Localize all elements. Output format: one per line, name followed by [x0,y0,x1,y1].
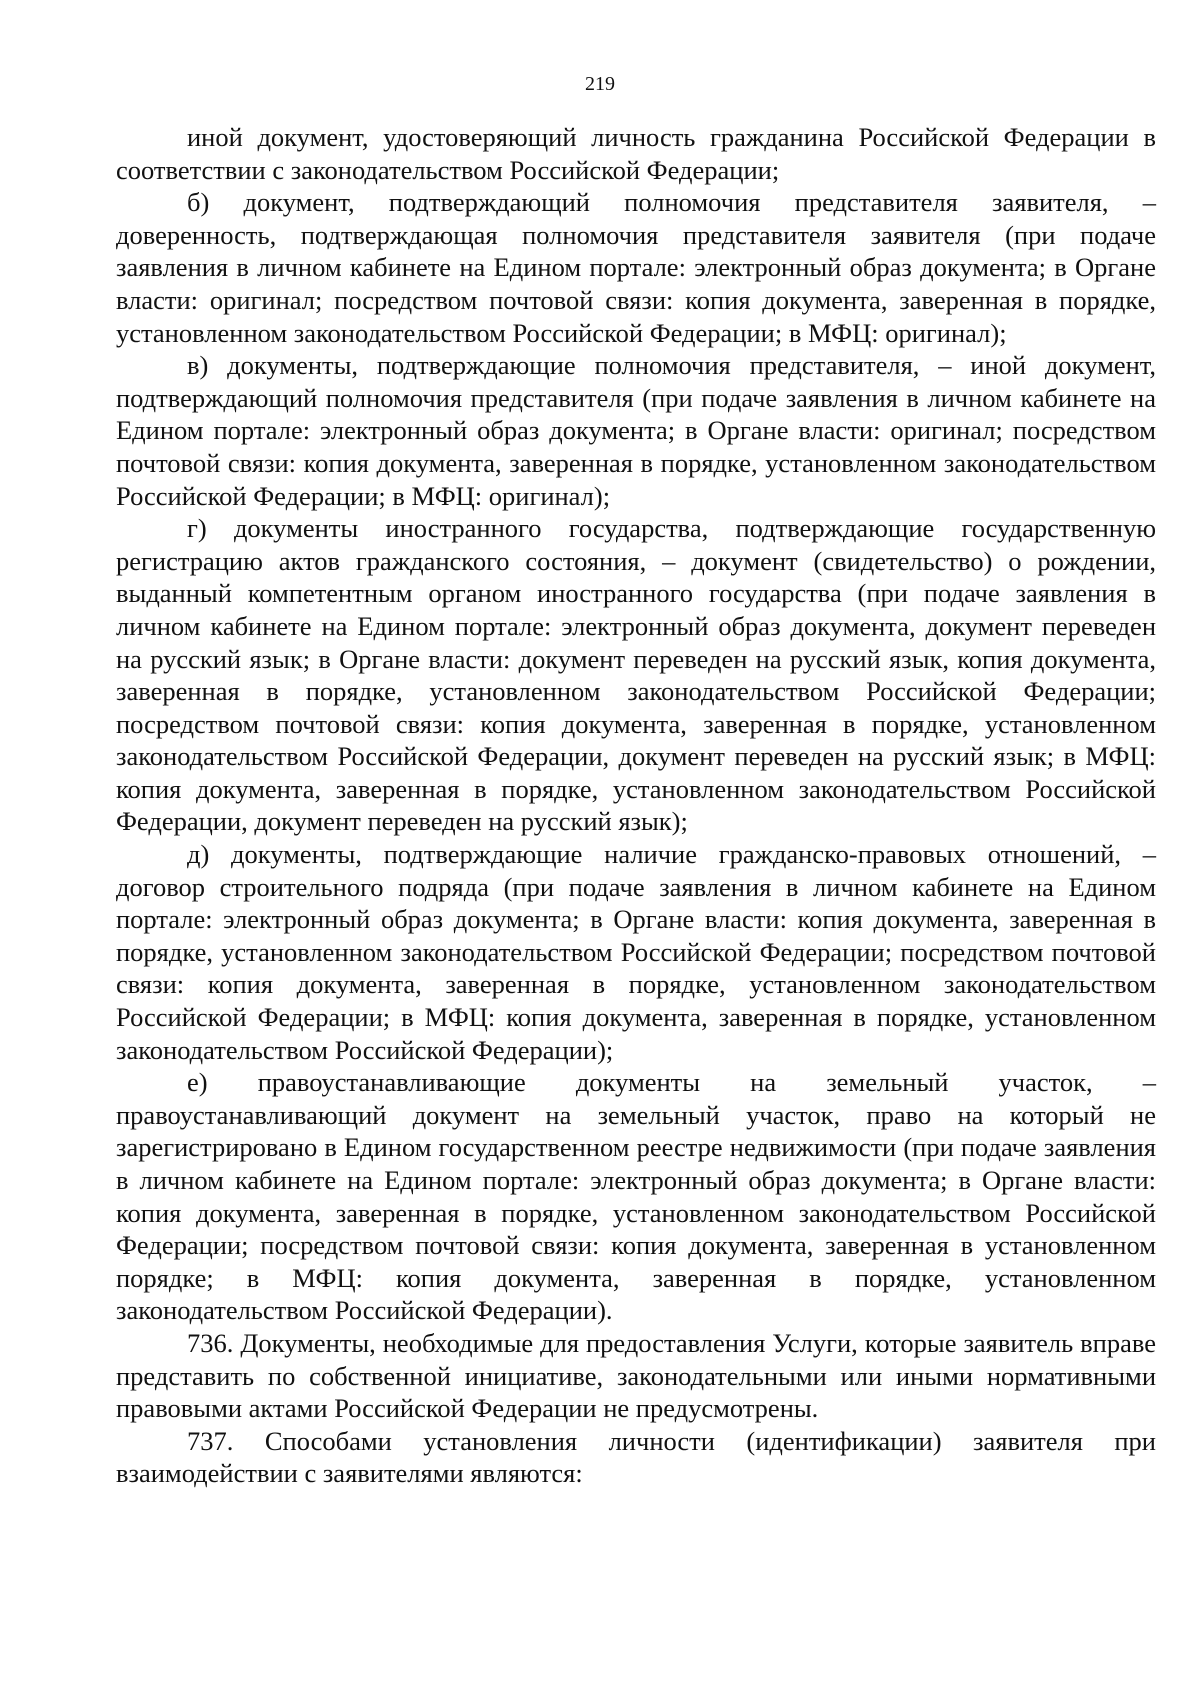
document-body [116,121,1156,1490]
paragraph-e-land-title-documents: е) правоустанавливающие документы на земельный участок, – правоустанавливающий документ на земельный участок, право на который не зарегистрировано в Едином государственном реестре недвижимости (при подаче заявления в личном кабинете на Едином портале: электронный образ документа; в Органе власти: копия документа, заверенная в порядке, установленном законодательством Российской Федерации; посредством почтовой связи: копия документа, заверенная в установленном порядке; в МФЦ: копия документа, заверенная в порядке, установленном законодательством Российской Федерации). [116,1067,1156,1326]
paragraph-736: 736. Документы, необходимые для предоставления Услуги, которые заявитель вправе представить по собственной инициативе, законодательными или иными нормативными правовыми актами Российской Федерации не предусмотрены. [116,1327,1156,1424]
paragraph-identity-document: иной документ, удостоверяющий личность гражданина Российской Федерации в соответствии с законодательством Российской Федерации; [116,122,1156,185]
page-number: 219 [585,73,615,95]
paragraph-737: 737. Способами установления личности (идентификации) заявителя при взаимодействии с заявителями являются: [116,1425,1156,1489]
paragraph-b-power-of-attorney: б) документ, подтверждающий полномочия представителя заявителя, – доверенность, подтверждающая полномочия представителя заявителя (при подаче заявления в личном кабинете на Едином портале: электронный образ документа; в Органе власти: оригинал; посредством почтовой связи: копия документа, заверенная в порядке, установленном законодательством Российской Федерации; в МФЦ: оригинал); [116,187,1156,348]
paragraph-g-foreign-documents: г) документы иностранного государства, подтверждающие государственную регистрацию актов гражданского состояния, – документ (свидетельство) о рождении, выданный компетентным органом иностранного государства (при подаче заявления в личном кабинете на Едином портале: электронный образ документа, документ переведен на русский язык; в Органе власти: документ переведен на русский язык, копия документа, заверенная в порядке, установленном законодательством Российской Федерации; посредством почтовой связи: копия документа, заверенная в порядке, установленном законодательством Российской Федерации, документ переведен на русский язык; в МФЦ: копия документа, заверенная в порядке, установленном законодательством Российской Федерации, документ переведен на русский язык); [116,513,1156,837]
paragraph-v-representative-documents: в) документы, подтверждающие полномочия представителя, – иной документ, подтверждающий полномочия представителя (при подаче заявления в личном кабинете на Едином портале: электронный образ документа; в Органе власти: оригинал; посредством почтовой связи: копия документа, заверенная в порядке, установленном законодательством Российской Федерации; в МФЦ: оригинал); [116,350,1156,511]
paragraph-d-civil-law-documents: д) документы, подтверждающие наличие гражданско-правовых отношений, – договор строительного подряда (при подаче заявления в личном кабинете на Едином портале: электронный образ документа; в Органе власти: копия документа, заверенная в порядке, установленном законодательством Российской Федерации; посредством почтовой связи: копия документа, заверенная в порядке, установленном законодательством Российской Федерации; в МФЦ: копия документа, заверенная в порядке, установленном законодательством Российской Федерации); [116,839,1156,1065]
